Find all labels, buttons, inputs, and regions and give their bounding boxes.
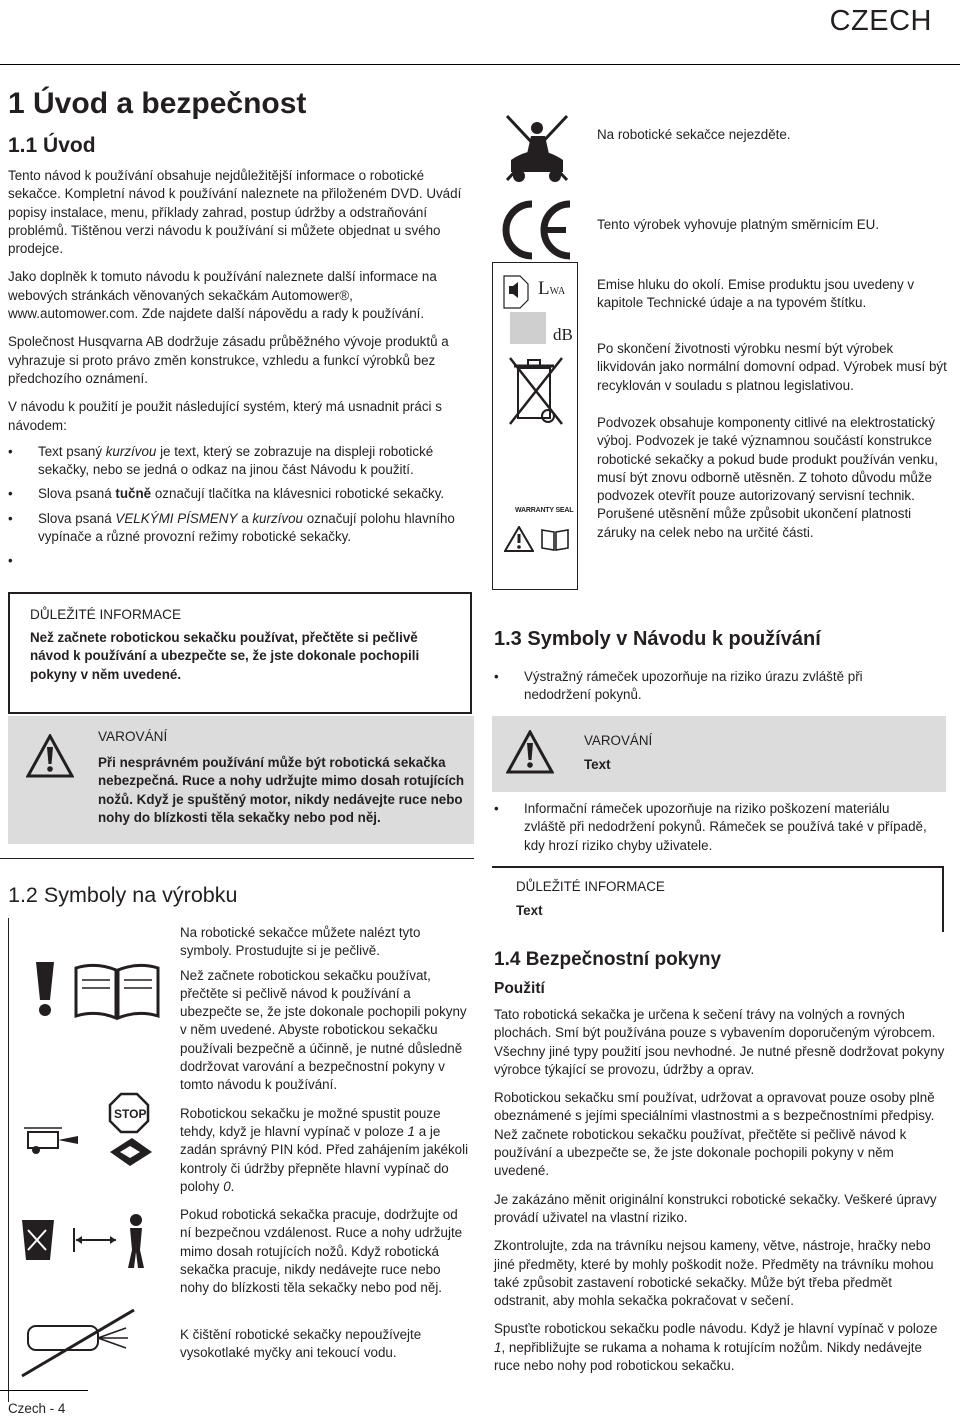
ce-mark-icon: [500, 198, 574, 267]
safety-paragraph-3: Je zakázáno měnit originální konstrukci robotické sekačky. Veškeré úpravy provádí uživatel na vlastní riziko.: [494, 1191, 937, 1225]
intro-paragraph-4: V návodu k použití je použit následující systém, který má usnadnit práci s návodem:: [8, 399, 442, 433]
text-part: , nepřibližujte se rukama a nohama k rotujícím nožům. Nikdy nedávejte ruce nebo nohy pod robotickou sekačku.: [494, 1339, 922, 1374]
safety-paragraph-2: Robotickou sekačku smí používat, udržovat a opravovat pouze osoby plně obeznámené s jejími speciálními vlastnostmi a s bezpečnostními předpisy. Než začnete robotickou sekačku používat, přečtěte si pečlivě návod k používání a ubezpečte se, že jste dokonale pochopili pokyny v něm uvedené.: [494, 1090, 935, 1179]
italic-text: kurzívou: [252, 510, 303, 526]
symbols-manual-list-2: [494, 800, 934, 861]
intro-text-block: [8, 167, 474, 577]
read-manual-icon: [72, 962, 162, 1027]
list-text: označují polohu hlavního vypínače a různé provozní režimy robotické sekačky.: [38, 510, 455, 545]
intro-paragraph-2: Jako doplněk k tomuto návodu k používání naleznete další informace na webových stránkách věnovaných sekačkám Automower®, www.automower.com. Zde najdete další nápovědu a rady k používání.: [8, 269, 437, 322]
symbols-no-water: K čištění robotické sekačky nepoužívejte vysokotlaké myčky ani tekoucí vodu.: [180, 1326, 422, 1360]
symbols-intro: Na robotické sekačce můžete nalézt tyto symboly. Prostudujte si je pečlivě.: [180, 925, 421, 959]
sample-info-box: [492, 866, 944, 932]
keep-distance-icon: [16, 1210, 156, 1275]
symbol-text-bin: Po skončení životnosti výrobku nesmí být výrobek likvidován jako normální domovní odpad. Výrobek musí být recyklován v souladu s platnou legislativou.: [597, 341, 947, 393]
safety-paragraph-5: [494, 1320, 948, 1375]
subsection-title-intro: 1.1 Úvod: [8, 134, 96, 157]
maintenance-icon: [22, 1118, 82, 1163]
symbol-text-noise: Emise hluku do okolí. Emise produktu jsou uvedeny v kapitole Technické údaje a na typovém štítku.: [597, 277, 915, 311]
manual-book-icon: [540, 528, 570, 557]
section-title: 1 Úvod a bezpečnost: [8, 87, 307, 120]
symbols-main-switch: [180, 1105, 470, 1196]
text-part: Spusťte robotickou sekačku podle návodu. Když je hlavní vypínač v poloze: [494, 1321, 938, 1337]
italic-text: kurzívou: [105, 443, 157, 459]
crossed-bin-icon: [506, 350, 566, 435]
symbols-read-manual: Než začnete robotickou sekačku používat, přečtěte si pečlivě návod k používání a ubezpečte se, že jste dokonale pochopili pokyny v něm uvedené. Abyste robotickou sekačku používali bezpečně a účinně, je nutné důsledně dodržovat varování a bezpečnostní pokyny v tomto návodu k používání.: [180, 967, 467, 1093]
list-item: [8, 443, 474, 480]
safety-text-block: [494, 1006, 948, 1375]
intro-paragraph-1: Tento návod k používání obsahuje nejdůležitější informace o robotické sekačce. Kompletní návod k používání naleznete na přiloženém DVD. Uvádí popisy instalace, menu, příklady zahrad, postup údržby a odstraňování problémů. Tištěnou verzi návodu k používání si můžete objednat u svého prodejce.: [8, 168, 462, 257]
list-text: označují tlačítka na klávesnici robotické sekačky.: [151, 486, 445, 502]
italic-text: VELKÝMI PÍSMENY: [115, 510, 238, 526]
sample-warning-box: [492, 716, 946, 792]
important-info-box: [8, 592, 472, 714]
list-text: Text psaný: [38, 443, 106, 459]
warranty-seal-icon: WARRANTY SEAL: [515, 507, 574, 514]
language-header: CZECH: [829, 5, 932, 37]
symbols-manual-list: [494, 668, 924, 711]
mower-tilt-icon: [106, 1134, 156, 1175]
symbol-text-ce: Tento výrobek vyhovuje platným směrnicím EU.: [597, 217, 880, 232]
warning-text: Při nesprávném používání může být robotická sekačka nebezpečná. Ruce a nohy udržujte mimo dosah rotujících nožů. Když je spuštěný motor, nikdy nedávejte ruce nebo nohy do blízkosti těla sekačky nebo pod něj.: [98, 755, 465, 825]
no-water-icon: [18, 1306, 138, 1385]
symbol-text-seal: Podvozek obsahuje komponenty citlivé na elektrostatický výboj. Podvozek je také významnou součástí konstrukce robotické sekačky a pokud bude produkt používán venku, musí být znovu odborně utěsněn. Z tohoto důvodu může podvozek otevřít pouze autorizovaný servisní technik. Porušené utěsnění může způsobit ukončení platnosti záruky na celek nebo na určité části.: [597, 415, 938, 540]
header-rule: [0, 64, 960, 65]
db-label: dB: [553, 325, 573, 344]
warning-triangle-icon: [26, 734, 74, 783]
italic-text: 0: [223, 1178, 231, 1194]
convention-list: [8, 443, 474, 571]
lwa-label: [538, 280, 565, 301]
lwa-l: L: [538, 278, 550, 299]
list-item: [8, 510, 474, 547]
warning-box: [8, 716, 474, 844]
sample-warning-heading: VAROVÁNÍ: [584, 733, 653, 748]
stop-sign-icon: [108, 1092, 150, 1139]
list-item-empty: [8, 552, 474, 570]
italic-text: 1: [407, 1123, 415, 1139]
intro-paragraph-3: Společnost Husqvarna AB dodržuje zásadu průběžného vývoje produktů a vyhrazuje si proto právo změn konstrukce, vzhledu a funkcí výrobků bez předchozího oznámení.: [8, 334, 449, 386]
large-warning-icon: [24, 960, 66, 1023]
warning-triangle-icon: [504, 526, 534, 557]
list-item: • Informační rámeček upozorňuje na riziko poškození materiálu zvláště při nedodržení pokynů. Rámeček se používá také v případě, kdy hrozí riziko chyby uživatele.: [494, 800, 934, 855]
footer-rule: [0, 1390, 88, 1391]
sample-info-text: Text: [516, 903, 543, 918]
sample-warning-text: Text: [584, 757, 611, 772]
list-item: • Výstražný rámeček upozorňuje na riziko úrazu zvláště při nedodržení pokynů.: [494, 668, 924, 705]
text-part: .: [230, 1178, 235, 1194]
sample-info-heading: DŮLEŽITÉ INFORMACE: [516, 879, 665, 894]
lwa-sub: WA: [549, 286, 566, 297]
important-text: Než začnete robotickou sekačku používat, přečtěte si pečlivě návod k používání a ubezpečte se, že jste dokonale pochopili pokyny v něm uvedené.: [30, 630, 420, 682]
section-title-13: 1.3 Symboly v Návodu k používání: [494, 628, 821, 650]
subsection-title-use: Použití: [494, 980, 545, 997]
italic-text: 1: [494, 1339, 502, 1355]
warning-triangle-icon: [506, 730, 554, 779]
list-text: je text, který se zobrazuje na displeji robotické sekačky, nebo se jedná o odkaz na jinou část Návodu k použití.: [38, 443, 434, 478]
list-text: Slova psaná: [38, 486, 116, 502]
page-number: Czech - 4: [8, 1401, 66, 1416]
bold-text: tučně: [115, 486, 152, 502]
list-text: Slova psaná: [38, 510, 116, 526]
important-heading: DŮLEŽITÉ INFORMACE: [30, 607, 182, 622]
safety-paragraph-1: Tato robotická sekačka je určena k sečení trávy na volných a rovných plochách. Smí být používána pouze s vybavením doporučeným výrobcem. Všechny jiné typy použití jsou nevhodné. Je nutné přesně dodržovat pokyny výrobce týkající se provozu, údržby a oprav.: [494, 1007, 945, 1077]
list-text: a: [237, 510, 253, 526]
section-divider: [0, 858, 474, 859]
section-title-12: 1.2 Symboly na výrobku: [8, 883, 238, 907]
symbols-distance: Pokud robotická sekačka pracuje, dodržujte od ní bezpečnou vzdálenost. Ruce a nohy udržujte mimo dosah rotujících nožů. Když robotická sekačka pracuje, nikdy nedávejte ruce nebo nohy do blízkosti těla sekačky nebo pod něj.: [180, 1207, 463, 1296]
symbol-text-no-riding: Na robotické sekačce nejezděte.: [597, 127, 791, 142]
section-title-14: 1.4 Bezpečnostní pokyny: [494, 949, 722, 970]
no-riding-icon: [497, 110, 575, 195]
text-part: a je zadán správný PIN kód. Před zahájením jakékoli kontroly či údržby přepněte hlavní vypínač do polohy: [180, 1123, 469, 1194]
stop-label: STOP: [114, 1107, 147, 1121]
warning-heading: VAROVÁNÍ: [98, 729, 168, 744]
symbols-text-block: [180, 924, 470, 1362]
safety-paragraph-4: Zkontrolujte, zda na trávníku nejsou kameny, větve, nástroje, hračky nebo jiné předměty, které by mohly poškodit nože. Předměty na trávníku mohou také způsobit zastavení robotické sekačky. Může být třeba předmět odstranit, aby mohla sekačka pokračovat v sečení.: [494, 1238, 934, 1309]
text-part: Robotickou sekačku je možné spustit pouze tehdy, když je hlavní vypínač v poloze: [180, 1105, 441, 1139]
list-item: [8, 485, 474, 503]
